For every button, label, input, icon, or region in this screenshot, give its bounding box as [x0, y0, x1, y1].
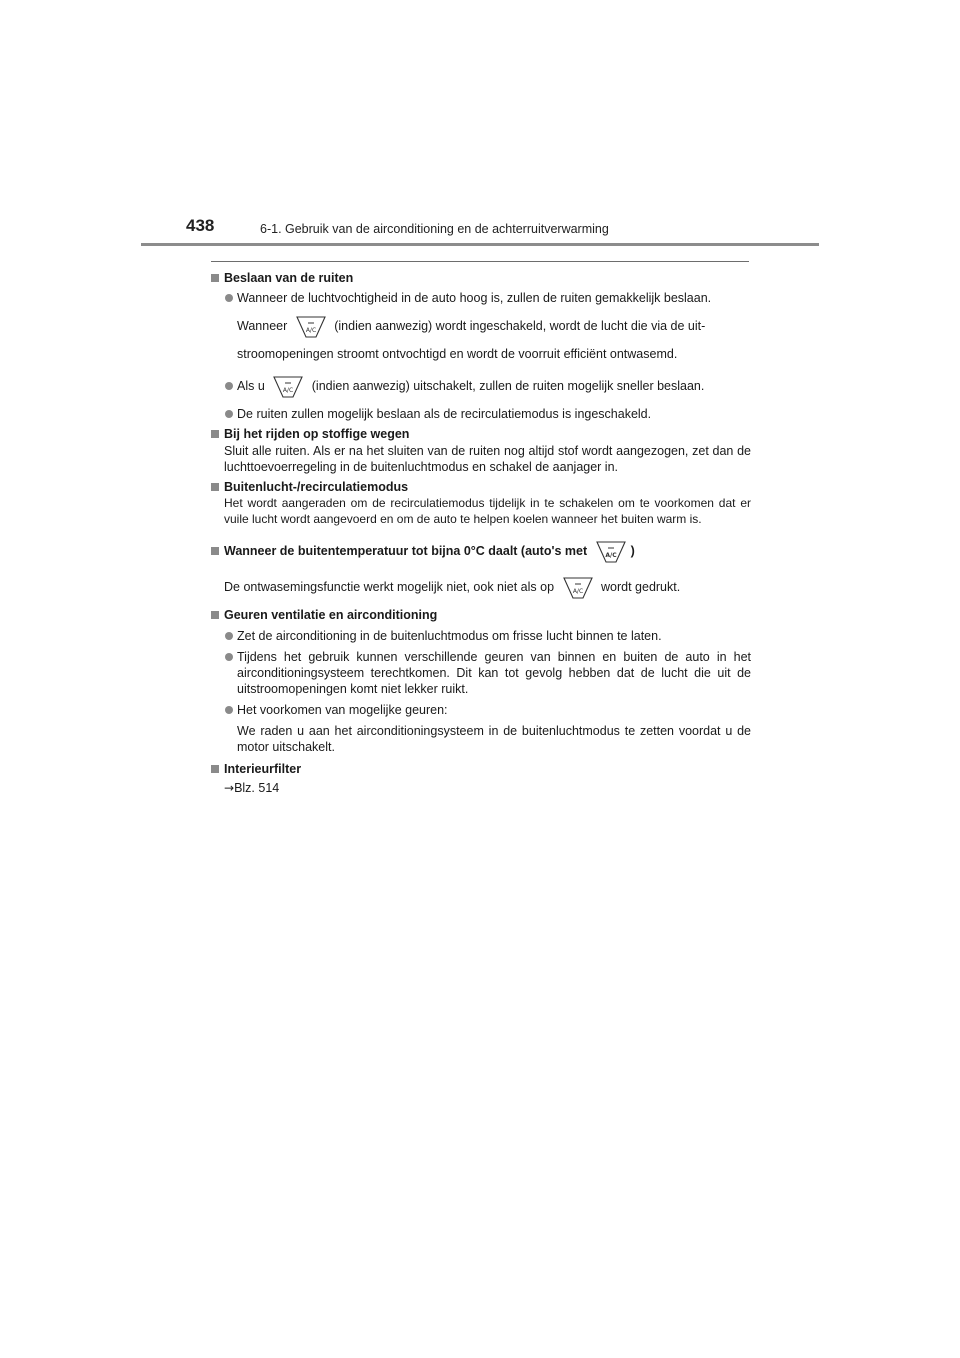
bullet-text: Wanneer de luchtvochtigheid in de auto hoog is, zullen de ruiten gemakkelijk beslaan.	[237, 291, 712, 305]
section-heading-filter	[211, 761, 751, 777]
section-body: Sluit alle ruiten. Als er na het sluiten van de ruiten nog altijd stof wordt aangezogen, zet dan de luchttoevoerregeling in de buitenluchtmodus en schakel de aanjager in.	[224, 444, 751, 474]
bullet-text: Zet de airconditioning in de buitenluchtmodus om frisse lucht binnen te laten.	[237, 629, 662, 643]
arrow-icon: →	[224, 781, 235, 795]
inline-text: De ontwasemingsfunctie werkt mogelijk niet, ook niet als op	[224, 580, 555, 594]
heading-text: Wanneer de buitentemperatuur tot bijna 0°C daalt (auto's met	[224, 544, 588, 558]
square-bullet-icon	[211, 483, 219, 491]
ac-button-icon	[562, 576, 594, 600]
round-bullet-icon	[225, 410, 233, 418]
inline-text: wordt gedrukt.	[601, 580, 681, 594]
round-bullet-icon	[225, 294, 233, 302]
bullet-item	[211, 649, 751, 697]
heading-text: Bij het rijden op stoffige wegen	[224, 427, 410, 441]
chapter-title: 6-1. Gebruik van de airconditioning en de achterruitverwarming	[260, 222, 609, 236]
round-bullet-icon	[225, 632, 233, 640]
manual-content	[211, 266, 751, 796]
square-bullet-icon	[211, 547, 219, 555]
section-heading-odors	[211, 607, 751, 623]
section-body	[211, 573, 751, 601]
heading-text: Beslaan van de ruiten	[224, 271, 354, 285]
page-reference	[211, 780, 751, 796]
heading-text: Buitenlucht-/recirculatiemodus	[224, 480, 409, 494]
bullet-text: De ruiten zullen mogelijk beslaan als de recirculatiemodus is ingeschakeld.	[237, 407, 652, 421]
section-heading-temperature	[211, 537, 751, 565]
header-divider	[141, 243, 819, 246]
ac-button-icon	[595, 540, 627, 564]
bullet-item	[211, 702, 751, 718]
bullet-item	[211, 290, 751, 306]
heading-text: Interieurfilter	[224, 762, 302, 776]
content-divider	[211, 261, 749, 262]
page-number: 438	[186, 216, 215, 235]
bullet-continuation	[211, 312, 751, 340]
ac-button-icon	[272, 375, 304, 399]
section-heading-dusty	[211, 426, 751, 442]
square-bullet-icon	[211, 430, 219, 438]
round-bullet-icon	[225, 653, 233, 661]
ac-button-icon	[295, 315, 327, 339]
heading-text: )	[630, 544, 635, 558]
section-body: Het wordt aangeraden om de recirculatiemodus tijdelijk in te schakelen om te voorkomen dat er vuile lucht wordt aangevoerd en om de auto te helpen koelen wanneer het buiten warm is.	[224, 496, 751, 526]
inline-text: (indien aanwezig) uitschakelt, zullen de ruiten mogelijk sneller beslaan.	[311, 379, 705, 393]
inline-text: Wanneer	[237, 319, 288, 333]
bullet-item	[211, 406, 751, 422]
ac-icon-label: A/C	[572, 587, 583, 595]
round-bullet-icon	[225, 706, 233, 714]
square-bullet-icon	[211, 611, 219, 619]
ac-icon-label: A/C	[283, 386, 294, 394]
heading-text: Geuren ventilatie en airconditioning	[224, 608, 438, 622]
page-reference-link[interactable]: Blz. 514	[234, 781, 280, 795]
bullet-text: Het voorkomen van mogelijke geuren:	[237, 703, 448, 717]
bullet-continuation	[211, 346, 751, 362]
bullet-item	[211, 372, 751, 400]
ac-icon-label: A/C	[305, 326, 316, 334]
bullet-body: We raden u aan het airconditioningsysteem in de buitenluchtmodus te zetten voordat u de motor uitschakelt.	[237, 724, 751, 754]
ac-icon-label: A/C	[604, 551, 617, 559]
square-bullet-icon	[211, 274, 219, 282]
square-bullet-icon	[211, 765, 219, 773]
section-heading-recirc	[211, 479, 751, 495]
bullet-text: Tijdens het gebruik kunnen verschillende geuren van binnen en buiten de auto in het airconditioningsysteem terechtkomen. Dit kan tot gevolg hebben dat de lucht die uit de uitstroomopeningen komt niet lekker ruikt.	[237, 650, 751, 696]
bullet-item	[211, 628, 751, 644]
inline-text: stroomopeningen stroomt ontvochtigd en wordt de voorruit efficiënt ontwasemd.	[237, 347, 678, 361]
inline-text: (indien aanwezig) wordt ingeschakeld, wordt de lucht die via de uit-	[334, 319, 706, 333]
round-bullet-icon	[225, 382, 233, 390]
section-heading-fogging	[211, 270, 751, 286]
inline-text: Als u	[237, 379, 265, 393]
